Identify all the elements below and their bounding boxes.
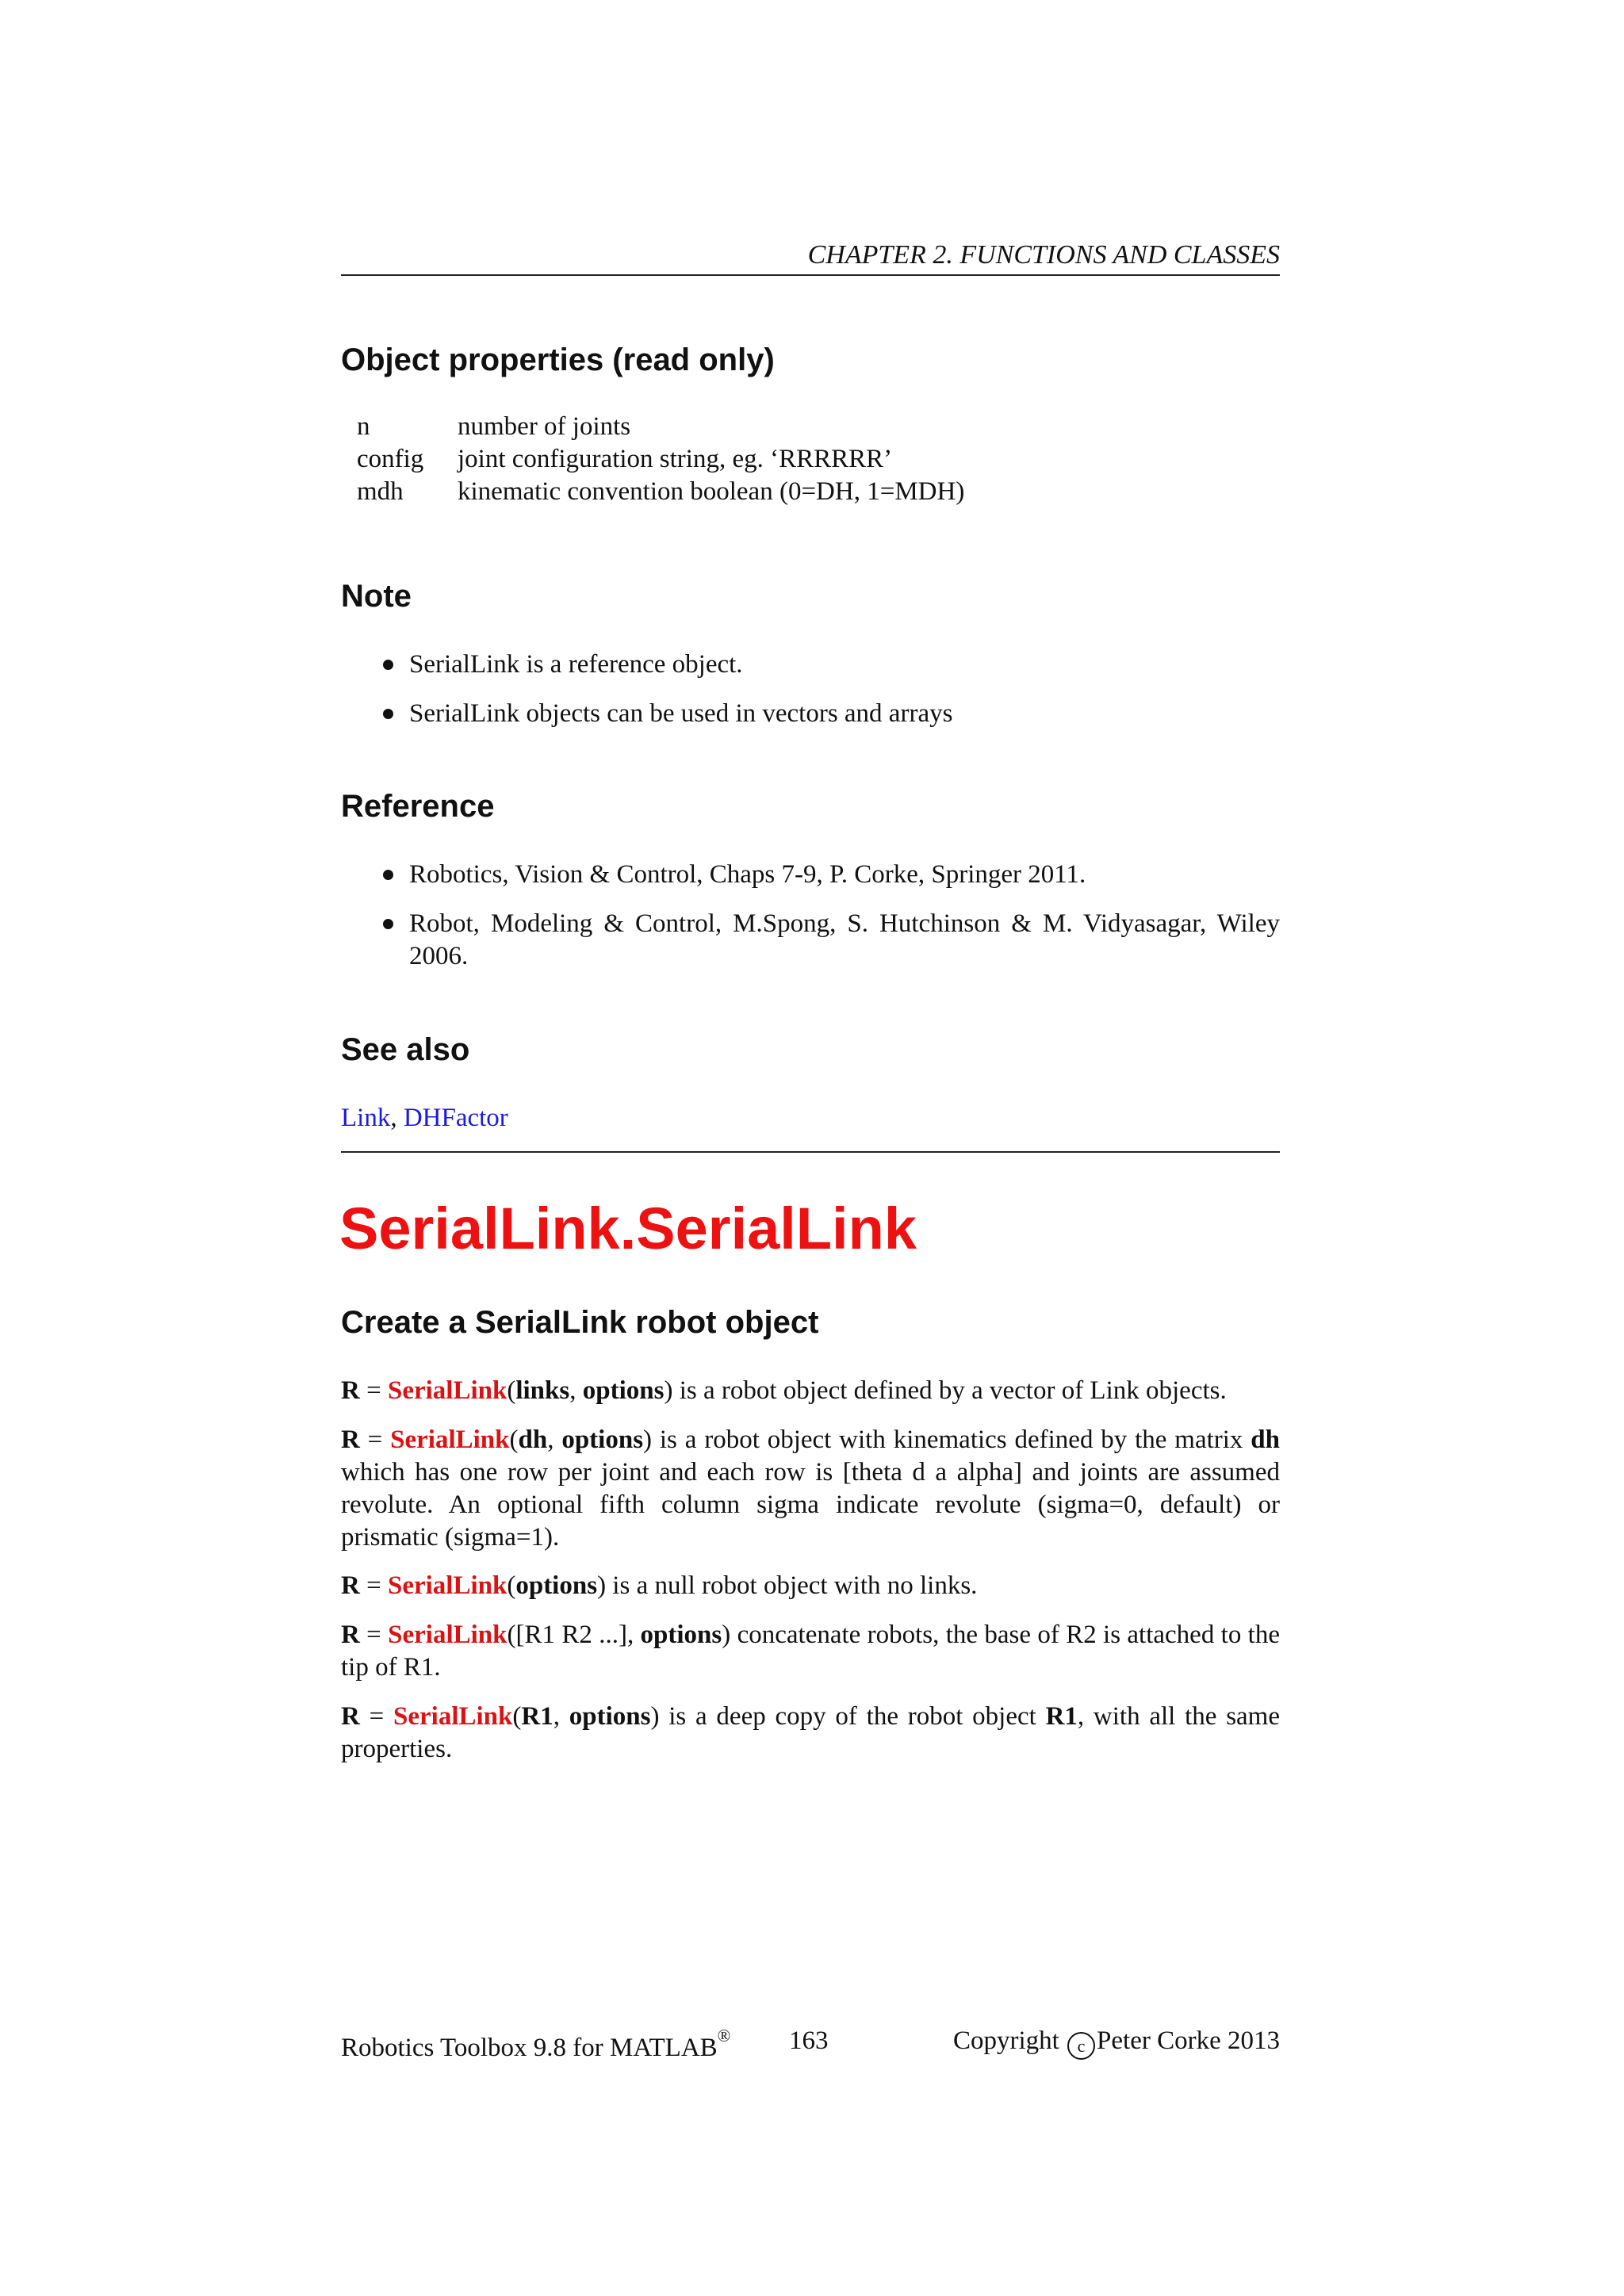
function-name: SerialLink [390,1425,510,1454]
properties-table [357,411,964,508]
bullet-icon [383,709,393,719]
function-name: SerialLink [393,1702,513,1731]
see-also-heading: See also [341,1032,470,1067]
object-properties-heading: Object properties (read only) [341,342,775,377]
see-also-links: Link, DHFactor [341,1104,508,1132]
description-paragraph: R = SerialLink([R1 R2 ...], options) concatenate robots, the base of R2 is attached to the tip of R1. [341,1621,1280,1682]
function-name: SerialLink [387,1571,508,1600]
reference-heading: Reference [341,789,495,824]
property-row [357,476,964,508]
property-desc: joint configuration string, eg. ‘RRRRRR’ [458,445,893,473]
bullet-icon [383,870,393,880]
note-list [383,649,1280,747]
list-item: SerialLink is a reference object. [383,649,1280,681]
description-paragraph: R = SerialLink(links, options) is a robot object defined by a vector of Link objects. [341,1376,1227,1405]
note-heading: Note [341,579,412,614]
list-item: Robotics, Vision & Control, Chaps 7-9, P. Corke, Springer 2011. [383,859,1280,891]
list-item: SerialLink objects can be used in vectors and arrays [383,698,1280,730]
page-number: 163 [789,2026,829,2055]
description-paragraph: R = SerialLink(options) is a null robot object with no links. [341,1571,978,1600]
list-item: Robot, Modeling & Control, M.Spong, S. Hutchinson & M. Vidyasagar, Wiley 2006. [383,908,1280,973]
link-link[interactable]: Link [341,1104,391,1132]
method-subtitle: Create a SerialLink robot object [341,1305,819,1340]
running-head: CHAPTER 2. FUNCTIONS AND CLASSES [807,240,1280,270]
copyright-icon: c [1067,2032,1095,2060]
property-row [357,443,964,476]
property-desc: number of joints [458,412,631,441]
property-name: mdh [357,477,404,506]
reference-list [383,859,1280,989]
property-name: config [357,445,424,473]
registered-mark: ® [717,2026,731,2045]
property-desc: kinematic convention boolean (0=DH, 1=MDH) [458,477,965,506]
section-separator [341,1151,1280,1153]
method-title: SerialLink.SerialLink [339,1196,917,1261]
description-paragraph: R = SerialLink(R1, options) is a deep copy of the robot object R1, with all the same properties. [341,1702,1280,1763]
function-name: SerialLink [388,1621,508,1649]
footer-title: Robotics Toolbox 9.8 for MATLAB® [341,2026,731,2062]
footer-copyright: Copyright c Peter Corke 2013 [953,2025,1280,2060]
bullet-icon [383,919,393,929]
description-paragraph: R = SerialLink(dh, options) is a robot object with kinematics defined by the matrix dh which has one row per joint and each row is [theta d a alpha] and joints are assumed revolute. An optional fifth column sigma indicate revolute (sigma=0, default) or prismatic (sigma=1). [341,1425,1280,1552]
property-row [357,411,964,443]
property-name: n [357,412,370,441]
bullet-icon [383,660,393,670]
header-rule [341,274,1280,276]
function-name: SerialLink [387,1376,508,1405]
dhfactor-link[interactable]: DHFactor [403,1104,508,1132]
